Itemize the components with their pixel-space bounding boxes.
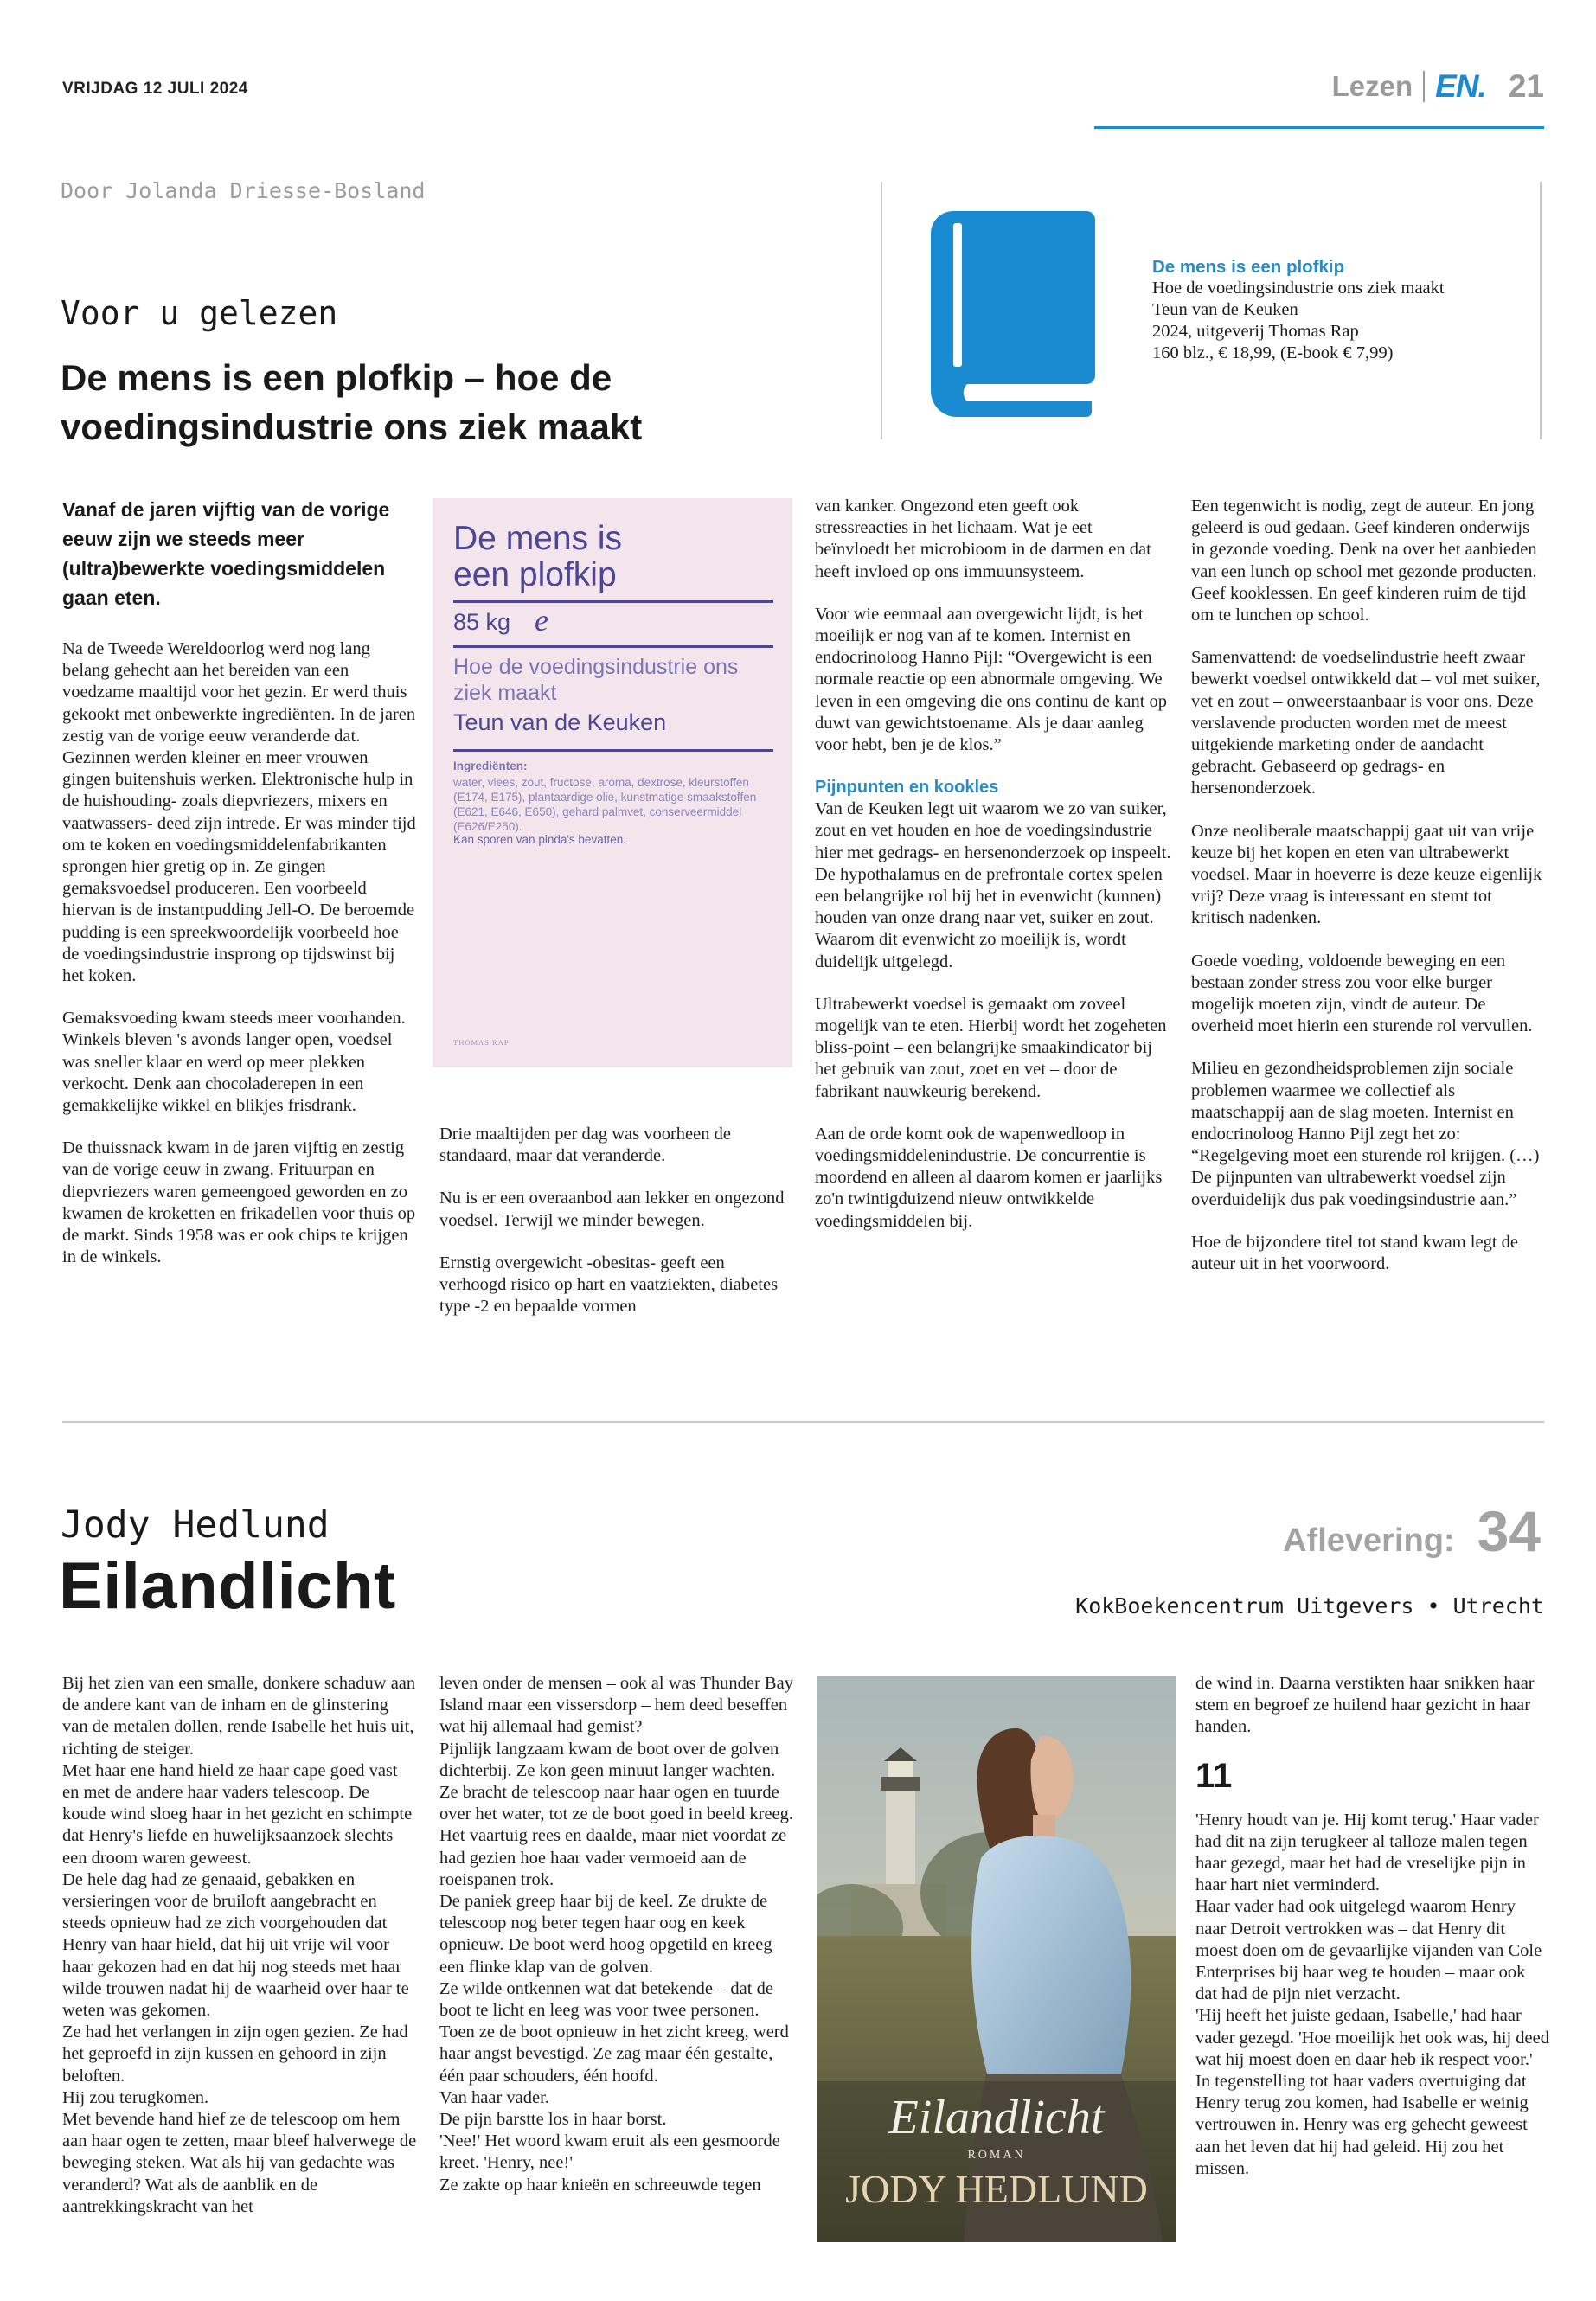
page-number: 21 [1508,68,1544,104]
cover-rule [453,749,773,752]
cover-warning: Kan sporen van pinda's bevatten. [453,833,626,846]
cover-publisher-logo: e [535,603,548,638]
column-divider [881,182,882,439]
article-intro: Vanaf de jaren vijftig van de vorige eeuw zijn we steeds meer (ultra)bewerkte voedingsmiddelen gaan eten. [62,498,390,609]
cover-weight: 85 kg [453,609,511,635]
paragraph: Gemaksvoeding kwam steeds meer voorhanden. Winkels bleven 's avonds langer open, voedsel was sneller klaar en werd op meer plekken verkocht. Denk aan chocoladerepen in een gemakkelijke wikkel en blikjes frisdrank. [62,1009,406,1116]
book-info-publisher: 2024, uitgeverij Thomas Rap [1152,322,1359,341]
serial-text: leven onder de mensen – ook al was Thunder Bay Island maar een vissersdorp – hem deed beseffen wat hij allemaal had gemist? Pijnlijk langzaam kwam de boot over de golven dichterbij. Ze kon geen minuut langer wachten. Ze bracht de telescoop naar haar ogen en tuurde over het water, tot ze de boot goed in beeld kreeg. Het vaartuig rees en daalde, maar niet voordat ze had gezien hoe haar vader vermoeid aan de roeispanen trok. De paniek greep haar bij de keel. Ze drukte de telescoop nog beter tegen haar oog en keek opnieuw. De boot werd hoog opgetild en kreeg een flinke klap van de golven. Ze wilde ontkennen wat dat betekende – dat de boot te licht en leeg was voor twee personen. Toen ze de boot opnieuw in het zicht kreeg, werd haar angst bevestigd. Ze zag maar één gestalte, één paar schouders, één hoofd. Van haar vader. De pijn barstte los in haar borst. 'Nee!' Het woord kwam eruit als een gesmoorde kreet. 'Henry, nee!' Ze zakte op haar knieën en schreeuwde tegen [439,1674,794,2195]
paragraph: Nu is er een overaanbod aan lekker en ongezond voedsel. Terwijl we minder bewegen. [439,1189,785,1230]
cover2-genre: ROMAN [967,2149,1026,2162]
book-cover-eilandlicht [817,1676,1176,2242]
header-rule [1094,126,1544,129]
header-divider [1423,71,1425,102]
paragraph: van kanker. Ongezond eten geeft ook stressreacties in het lichaam. Wat je eet beïnvloedt het microbioom in de darmen en dat heeft invloed op ons immuunsysteem. [815,497,1151,581]
paragraph: Aan de orde komt ook de wapenwedloop in voedingsmiddelenindustrie. De concurrentie is moordend en alleen al daarom komen er jaarlijks zo'n twintigduizend nieuw ontwikkelde voedingsmiddelen bij. [815,1124,1163,1231]
cover2-author: JODY HEDLUND [845,2167,1148,2211]
serial-publisher: KokBoekencentrum Uitgevers • Utrecht [1075,1593,1544,1618]
article-column-4 [1191,496,1548,1275]
serial-text: Bij het zien van een smalle, donkere schaduw aan de andere kant van de inham en de glinstering van de metalen dollen, rende Isabelle het huis uit, richting de steiger. Met haar ene hand hield ze haar cape goed vast en met de andere haar vaders telescoop. De koude wind sloeg haar in het gezicht en schimpte dat Henry's liefde en huwelijksaanzoek slechts een droom waren geweest. De hele dag had ze genaaid, gebakken en versieringen voor de bruiloft aangebracht en steeds opnieuw had ze zich voorgehouden dat Henry van haar hield, dat hij uit vrije wil voor haar gekozen had en dat hij nog steeds met haar wilde trouwen nadat hij de waarheid over haar te weten was gekomen. Ze had het verlangen in zijn ogen gezien. Ze had het geproefd in zijn kussen en gehoord in zijn beloften. Hij zou terugkomen. Met bevende hand hief ze de telescoop om hem aan haar ogen te zetten, maar bleef halverwege de beweging steken. Wat als hij van gedachte was veranderd? Wat als de aanblik en de aantrekkingskracht van het [62,1674,417,2216]
section-divider [62,1421,1544,1423]
serial-text: de wind in. Daarna verstikten haar snikken haar stem en begroef ze huilend haar gezicht in haar handen. [1195,1674,1535,1737]
book-info-author: Teun van de Keuken [1152,300,1298,319]
book-info [1152,256,1533,364]
article-headline: De mens is een plofkip – hoe de voedingsindustrie ons ziek maakt [61,357,643,447]
paragraph: Hoe de bijzondere titel tot stand kwam legt de auteur uit in het voorwoord. [1191,1232,1518,1274]
book-info-subtitle: Hoe de voedingsindustrie ons ziek maakt [1152,279,1445,298]
serial-text: 'Henry houdt van je. Hij komt terug.' Haar vader had dit na zijn terugkeer al talloze malen tegen haar gezegd, maar het had de vreselijke pijn in haar hart niet verminderd. Haar vader had ook uitgelegd waarom Henry naar Detroit vertrokken was – dat Henry dit moest doen om de gevaarlijke vijanden van Cole Enterprises bij haar weg te houden – maar ook dat had de pijn niet verzacht. 'Hij heeft het juiste gedaan, Isabelle,' had haar vader gezegd. 'Hoe moeilijk het ook was, hij deed wat hij moest doen en daar heb ik respect voor.' In tegenstelling tot haar vaders overtuiging dat Henry terug zou komen, had Isabelle er weinig vertrouwen in. Henry was erg gehecht geweest aan het leven dat hij had geleid. Hij zou het missen. [1195,1810,1550,2178]
cover-rule [453,645,773,648]
paragraph: Ernstig overgewicht -obesitas- geeft een verhoogd risico op hart en vaatziekten, diabetes type -2 en bepaalde vormen [439,1253,779,1317]
book-cover-plofkip [433,498,792,1067]
paragraph: Milieu en gezondheidsproblemen zijn sociale problemen waarmee we collectief als maatschappij aan de slag moeten. Internist en endocrinoloog Hanno Pijl zegt het zo: “Regelgeving moet een sturende rol krijgen. (…) De pijnpunten van ultrabewerkt voedsel zijn overduidelijk dus pak voedingsindustrie aan.” [1191,1059,1540,1209]
serial-title: Eilandlicht [59,1549,396,1623]
cover-ingredients: water, vlees, zout, fructose, aroma, dextrose, kleurstoffen (E174, E175), plantaardige olie, kunstmatige smaakstoffen (E621, E646, E650), gehard palmvet, conserveermiddel (E626/E250). [453,776,757,833]
episode-number: 34 [1477,1499,1541,1563]
cover-author: Teun van de Keuken [453,709,667,735]
serial-column-4 [1195,1673,1550,2180]
article-column-1 [62,638,417,1268]
paragraph: Een tegenwicht is nodig, zegt de auteur. En jong geleerd is oud gedaan. Geef kinderen onderwijs in gezonde voeding. Denk na over het aanbieden van een lunch op school met gezonde producten. Geef kooklessen. En geef kinderen ruim de tijd om te lunchen op school. [1191,497,1537,625]
serial-column-1 [62,1673,417,2218]
paragraph: Voor wie eenmaal aan overgewicht lijdt, is het moeilijk er nog van af te komen. Internist en endocrinoloog Hanno Pijl: “Overgewicht is een normale reactie op een abnormale omgeving. We leven in een omgeving die ons continu de kant op duwt van gewichtstoename. Als je daar aanleg voor hebt, ben je de klos.” [815,604,1168,755]
book-info-price: 160 blz., € 18,99, (E-book € 7,99) [1152,343,1394,362]
cover-ingredients-heading: Ingrediënten: [453,760,528,772]
paragraph: Drie maaltijden per dag was voorheen de standaard, maar dat veranderde. [439,1125,731,1166]
paragraph: Goede voeding, voldoende beweging en een bestaan zonder stress zou voor elke burger mogelijk moeten zijn, vindt de auteur. De overheid moet hierin een sturende rol vervullen. [1191,951,1533,1036]
article-byline: Door Jolanda Driesse-Bosland [61,178,426,203]
article-kicker: Voor u gelezen [61,294,338,332]
cover-rule [453,600,773,603]
column-divider [1540,182,1542,439]
paragraph: De thuissnack kwam in de jaren vijftig en zestig van de vorige eeuw in zwang. Frituurpan en diepvriezers waren gemeengoed geworden en zo kwamen de kroketten en frikadellen voor thuis op de markt. Sinds 1958 was er ook chips te krijgen in de winkels. [62,1138,416,1267]
paragraph: Na de Tweede Wereldoorlog werd nog lang belang gehecht aan het bereiden van een voedzame maaltijd voor het gezin. Er werd thuis gekookt met onbewerkte ingrediënten. In de jaren zestig van de vorige eeuw veranderde dat. Gezinnen werden kleiner en meer vrouwen gingen buitenshuis werken. Elektronische hulp in de huishouding- zoals diepvriezers, mixers en vaatwassers- deed zijn intrede. Er was minder tijd om te koken en voedingsmiddelenfabrikanten sprongen hier gretig op in. Ze gingen gemaksvoedsel produceren. Een voorbeeld hiervan is de instantpudding Jell-O. De beroemde pudding is een spreekwoordelijk voorbeeld hoe de voedingsindustrie insprong op tijdswinst bij het koken. [62,639,416,986]
section-label: Lezen [1331,70,1413,102]
paragraph: Van de Keuken legt uit waarom we zo van suiker, zout en vet houden en hoe de voedingsindustrie hier met gedrags- en hersenonderzoek op inspeelt. De hypothalamus en de prefrontale cortex spelen een belangrijke rol bij het in evenwicht (kunnen) houden van onze drang naar vet, suiker en zout. Waarom dit evenwicht zo moeilijk is, wordt duidelijk uitgelegd. [815,799,1171,971]
cover-title: De mens is een plofkip [453,520,623,593]
article-column-2 [439,1124,794,1317]
paragraph: Samenvattend: de voedselindustrie heeft zwaar bewerkt voedsel ontwikkeld dat – vol met suiker, vet en zout – onweerstaanbaar is voor ons. Deze verslavende producten worden met de meest uitgekiende marketing onder de aandacht gebracht. Gebaseerd op gedrags- en hersenonderzoek. [1191,648,1541,798]
chapter-number: 11 [1195,1756,1233,1795]
cover2-title: Eilandlicht [888,2091,1105,2144]
serial-author: Jody Hedlund [61,1503,330,1547]
page-date: VRIJDAG 12 JULI 2024 [62,80,248,98]
episode-label: Aflevering: [1283,1522,1455,1559]
paragraph: Ultrabewerkt voedsel is gemaakt om zoveel mogelijk van te eten. Hierbij wordt het zogeheten bliss-point – een belangrijke smaakindicator bij het gebruik van zout, zoet en vet – door de fabrikant nauwkeurig berekend. [815,994,1167,1101]
page-header-right [1332,66,1544,107]
cover-subtitle: Hoe de voedingsindustrie ons ziek maakt [453,655,739,705]
book-info-title: De mens is een plofkip [1152,257,1345,277]
book-icon [927,206,1100,419]
serial-episode [1283,1498,1541,1564]
article-subheading: Pijnpunten en kookles [815,778,999,798]
serial-column-2 [439,1673,798,2196]
newspaper-logo: EN. [1435,68,1486,104]
cover-publisher: THOMAS RAP [453,1038,510,1047]
article-column-3 [815,496,1171,1233]
paragraph: Onze neoliberale maatschappij gaat uit van vrije keuze bij het kopen en eten van ultrabewerkt voedsel. Maar in hoeverre is deze keuze eigenlijk vrij? Deze vraag is interessant en stemt tot kritisch nadenken. [1191,821,1542,928]
